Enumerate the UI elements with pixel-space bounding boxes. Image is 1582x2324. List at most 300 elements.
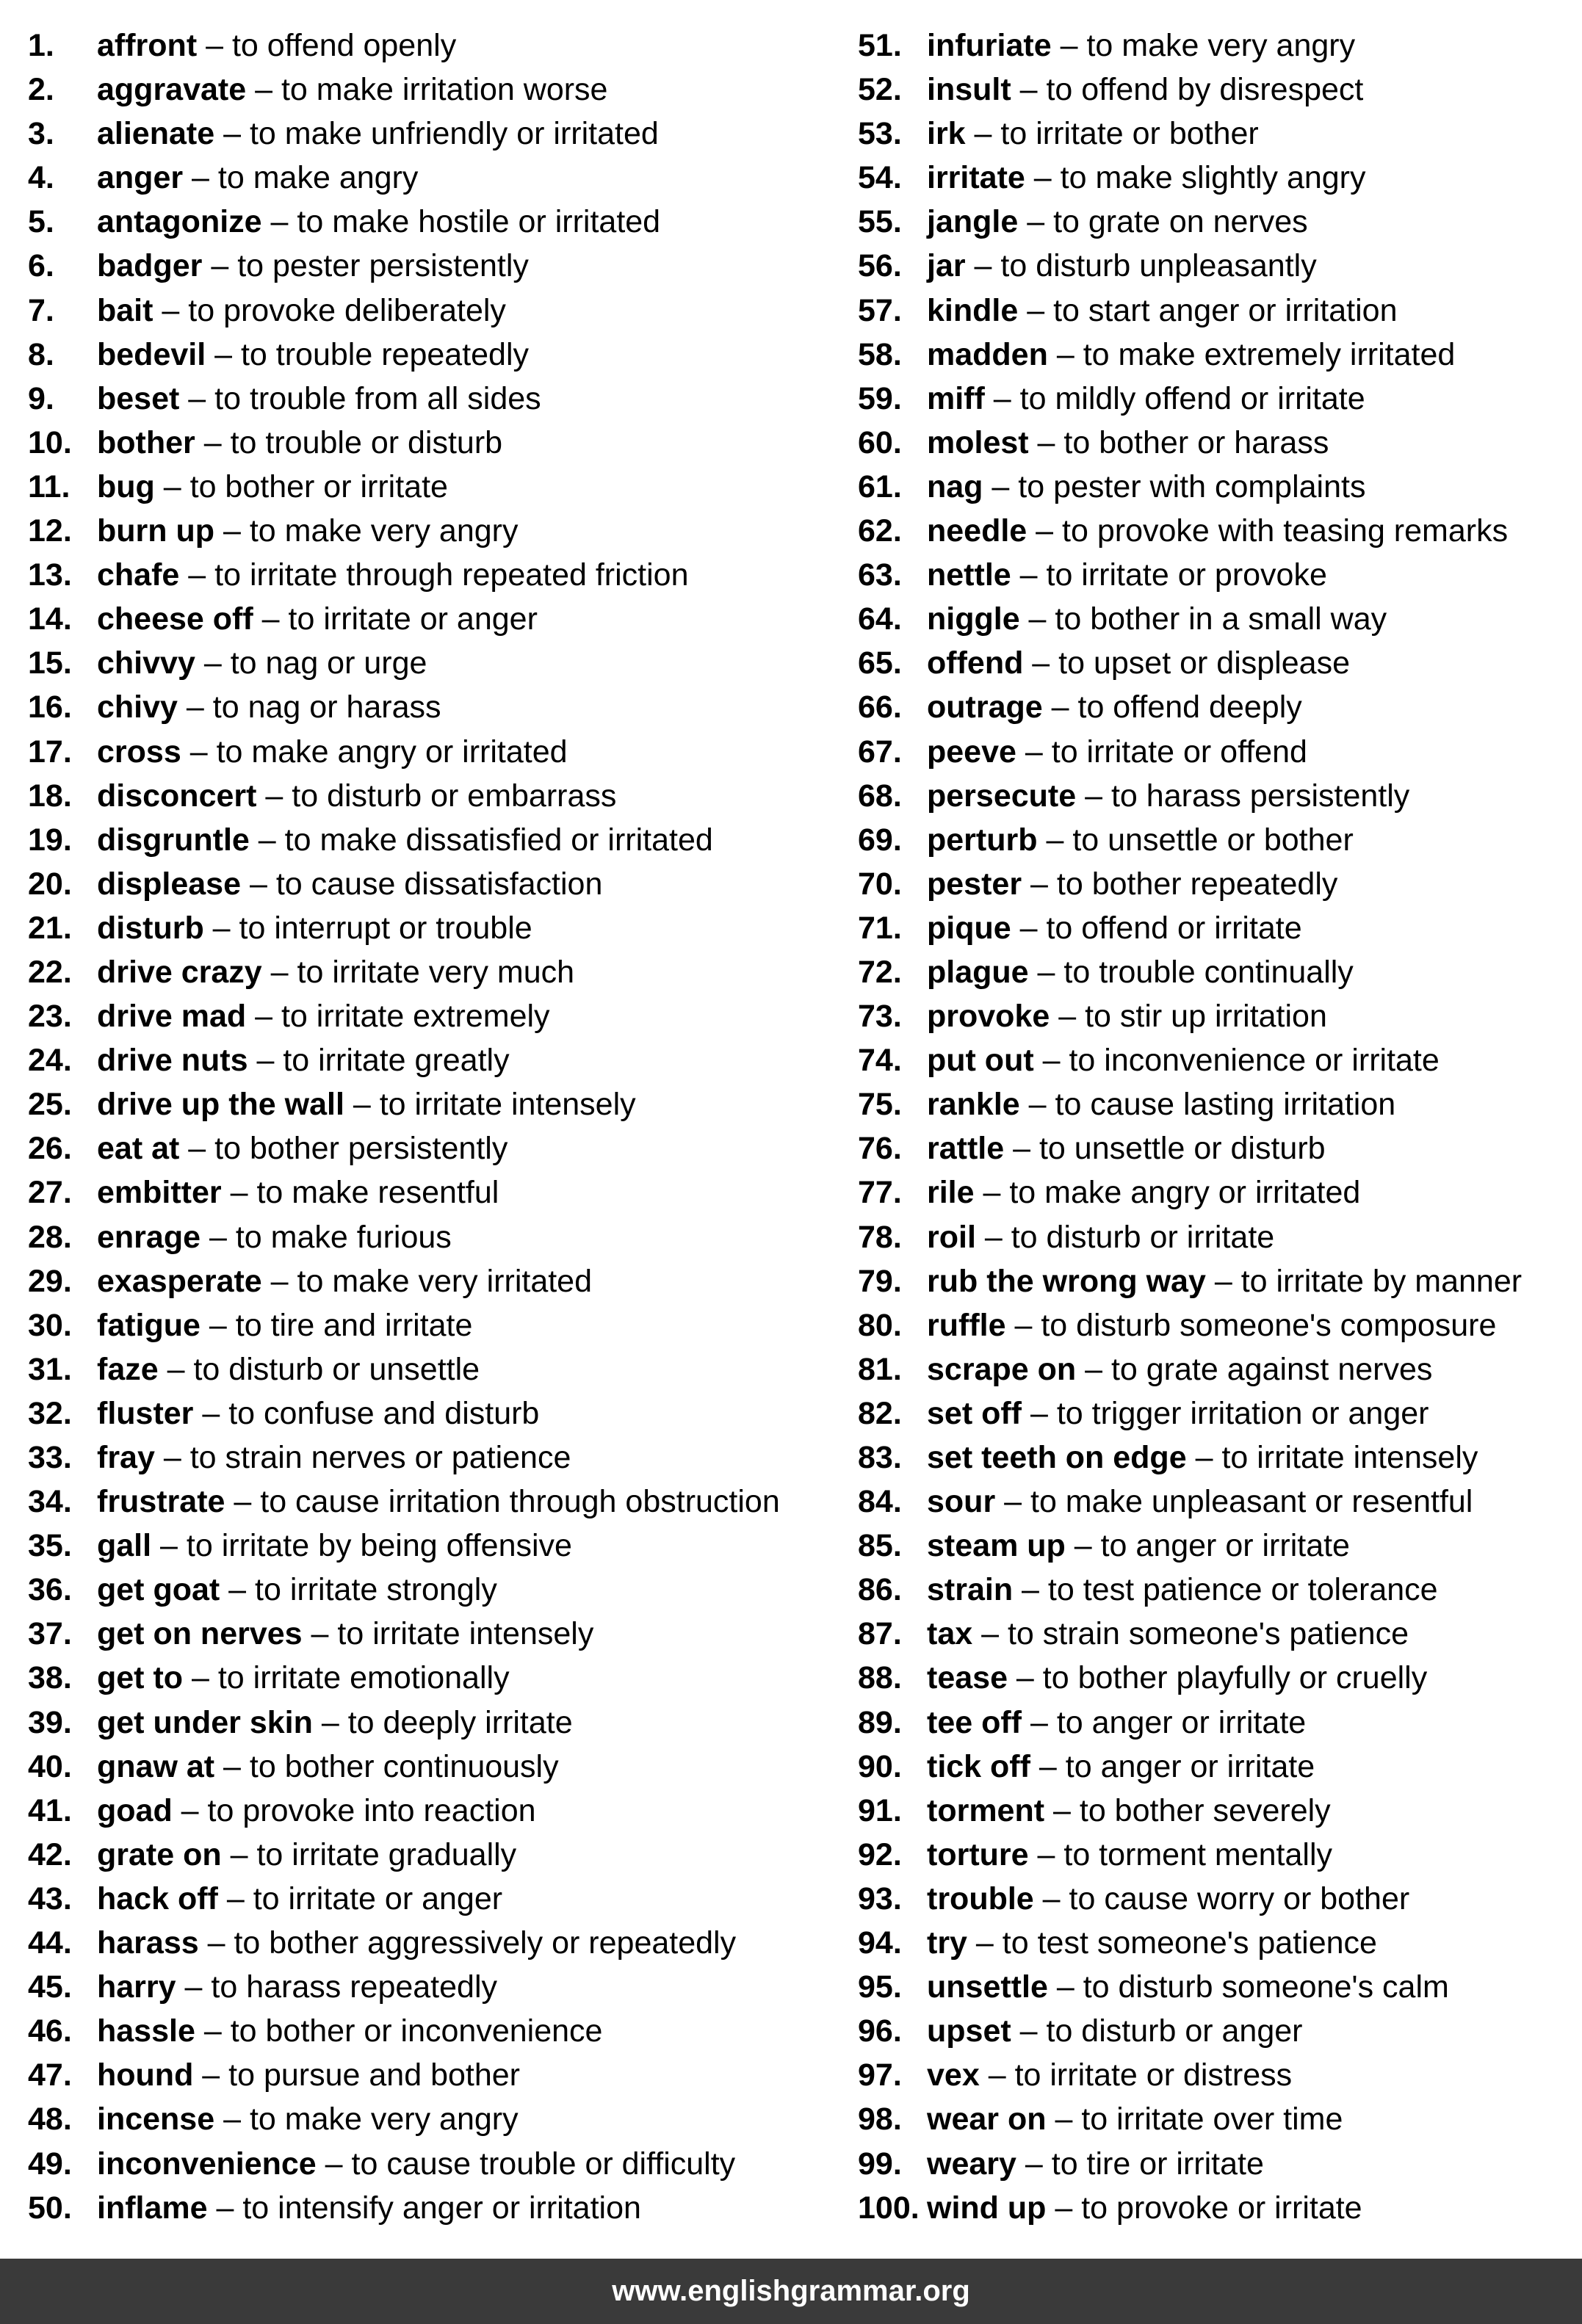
- item-word: miff: [927, 380, 985, 416]
- item-word: aggravate: [97, 72, 247, 108]
- item-number: 34.: [28, 1484, 72, 1520]
- item-separator: –: [1019, 1087, 1055, 1123]
- item-definition: to anger or irritate: [1065, 1748, 1315, 1784]
- item-number: 91.: [858, 1792, 902, 1828]
- item-separator: –: [1065, 1528, 1101, 1564]
- item-number: 20.: [28, 866, 72, 902]
- item-word: harass: [97, 1925, 199, 1961]
- list-item: [858, 333, 1563, 377]
- item-definition: to provoke deliberately: [188, 292, 506, 328]
- list-item: [858, 1745, 1563, 1789]
- list-item: [858, 994, 1563, 1038]
- item-word: unsettle: [927, 1969, 1048, 2005]
- item-word: wind up: [927, 2190, 1047, 2226]
- list-item: [858, 289, 1563, 333]
- item-definition: to bother or irritate: [189, 468, 448, 504]
- item-word: set teeth on edge: [927, 1440, 1187, 1475]
- list-item: [858, 2009, 1563, 2053]
- item-word: drive up the wall: [97, 1087, 344, 1123]
- right-column: [858, 23, 1563, 2230]
- item-number: 41.: [28, 1792, 72, 1828]
- list-item: [28, 68, 828, 112]
- item-number: 27.: [28, 1175, 72, 1211]
- item-separator: –: [1022, 1704, 1057, 1740]
- item-separator: –: [195, 424, 231, 460]
- item-word: chivvy: [97, 645, 195, 681]
- item-separator: –: [1023, 645, 1059, 681]
- item-definition: to offend by disrespect: [1046, 72, 1364, 108]
- item-number: 45.: [28, 1969, 72, 2005]
- item-definition: to disturb unpleasantly: [1000, 248, 1317, 284]
- item-number: 70.: [858, 866, 902, 902]
- item-number: 25.: [28, 1087, 72, 1123]
- item-separator: –: [261, 954, 297, 990]
- item-number: 54.: [858, 160, 902, 196]
- item-word: vex: [927, 2057, 980, 2093]
- list-item: [28, 1436, 828, 1480]
- item-word: get to: [97, 1660, 184, 1696]
- item-number: 6.: [28, 248, 54, 284]
- item-definition: to test someone's patience: [1002, 1925, 1377, 1961]
- item-number: 81.: [858, 1351, 902, 1387]
- item-separator: –: [1051, 28, 1087, 63]
- item-word: infuriate: [927, 28, 1052, 63]
- item-number: 3.: [28, 116, 54, 152]
- list-item: [858, 685, 1563, 729]
- item-definition: to offend openly: [231, 28, 457, 63]
- item-separator: –: [1028, 1836, 1064, 1872]
- item-number: 60.: [858, 424, 902, 460]
- list-item: [858, 1303, 1563, 1347]
- item-number: 72.: [858, 954, 902, 990]
- list-item: [28, 2097, 828, 2141]
- item-number: 79.: [858, 1263, 902, 1299]
- item-separator: –: [1018, 204, 1054, 240]
- item-separator: –: [1022, 1395, 1057, 1431]
- list-item: [858, 597, 1563, 641]
- item-number: 49.: [28, 2146, 72, 2182]
- item-separator: –: [220, 1572, 256, 1608]
- item-number: 74.: [858, 1043, 902, 1079]
- item-number: 39.: [28, 1704, 72, 1740]
- item-definition: to bother persistently: [214, 1131, 508, 1167]
- list-item: [28, 200, 828, 244]
- list-item: [28, 1347, 828, 1391]
- item-number: 14.: [28, 601, 72, 637]
- item-word: insult: [927, 72, 1011, 108]
- item-word: put out: [927, 1043, 1034, 1079]
- list-item: [28, 1038, 828, 1082]
- item-number: 16.: [28, 689, 72, 725]
- item-definition: to make unfriendly or irritated: [249, 116, 659, 152]
- list-item: [28, 774, 828, 818]
- item-number: 1.: [28, 28, 54, 63]
- item-definition: to nag or urge: [230, 645, 427, 681]
- item-word: drive crazy: [97, 954, 262, 990]
- item-word: plague: [927, 954, 1029, 990]
- item-definition: to anger or irritate: [1056, 1704, 1307, 1740]
- item-number: 94.: [858, 1925, 902, 1961]
- list-item: [28, 1215, 828, 1259]
- list-item: [858, 1965, 1563, 2009]
- item-separator: –: [972, 1616, 1008, 1652]
- item-number: 5.: [28, 204, 54, 240]
- item-separator: –: [203, 910, 239, 946]
- item-number: 46.: [28, 2013, 72, 2049]
- item-word: nettle: [927, 557, 1011, 593]
- list-item: [28, 1965, 828, 2009]
- item-number: 7.: [28, 292, 54, 328]
- item-word: steam up: [927, 1528, 1066, 1564]
- item-word: kindle: [927, 292, 1019, 328]
- list-item: [858, 1877, 1563, 1921]
- item-definition: to irritate or anger: [253, 1880, 503, 1916]
- item-definition: to trouble from all sides: [214, 380, 541, 416]
- item-separator: –: [979, 2057, 1015, 2093]
- item-separator: –: [217, 1880, 253, 1916]
- list-item: [28, 289, 828, 333]
- item-definition: to grate on nerves: [1053, 204, 1308, 240]
- item-separator: –: [1047, 1969, 1083, 2005]
- item-definition: to make slightly angry: [1060, 160, 1366, 196]
- item-word: gnaw at: [97, 1748, 215, 1784]
- item-word: enrage: [97, 1219, 201, 1255]
- list-item: [858, 2142, 1563, 2186]
- item-number: 77.: [858, 1175, 902, 1211]
- list-item: [28, 906, 828, 950]
- item-separator: –: [176, 1969, 212, 2005]
- item-word: fray: [97, 1440, 155, 1475]
- item-definition: to irritate over time: [1081, 2102, 1343, 2137]
- item-definition: to bother in a small way: [1055, 601, 1387, 637]
- item-word: peeve: [927, 734, 1016, 770]
- item-number: 85.: [858, 1528, 902, 1564]
- item-number: 82.: [858, 1395, 902, 1431]
- left-column: [28, 23, 828, 2230]
- list-item: [858, 641, 1563, 685]
- item-word: goad: [97, 1792, 173, 1828]
- item-word: hack off: [97, 1880, 218, 1916]
- item-number: 86.: [858, 1572, 902, 1608]
- item-definition: to irritate or distress: [1014, 2057, 1293, 2093]
- item-word: burn up: [97, 513, 215, 549]
- item-separator: –: [983, 468, 1019, 504]
- item-word: molest: [927, 424, 1029, 460]
- item-separator: –: [965, 248, 1001, 284]
- list-item: [28, 1568, 828, 1612]
- item-number: 47.: [28, 2057, 72, 2093]
- item-definition: to cause trouble or difficulty: [351, 2146, 736, 2182]
- item-number: 92.: [858, 1836, 902, 1872]
- list-item: [858, 950, 1563, 994]
- item-word: drive mad: [97, 999, 247, 1035]
- item-separator: –: [965, 116, 1001, 152]
- item-word: cheese off: [97, 601, 253, 637]
- item-number: 83.: [858, 1440, 902, 1475]
- list-item: [28, 1391, 828, 1436]
- item-number: 8.: [28, 336, 54, 372]
- item-number: 4.: [28, 160, 54, 196]
- item-number: 71.: [858, 910, 902, 946]
- list-item: [28, 1745, 828, 1789]
- item-word: grate on: [97, 1836, 222, 1872]
- item-separator: –: [975, 1219, 1011, 1255]
- item-word: rub the wrong way: [927, 1263, 1206, 1299]
- list-item: [858, 2186, 1563, 2230]
- list-item: [858, 200, 1563, 244]
- list-item: [28, 1789, 828, 1833]
- item-number: 43.: [28, 1880, 72, 1916]
- item-number: 21.: [28, 910, 72, 946]
- list-item: [858, 1126, 1563, 1170]
- item-word: scrape on: [927, 1351, 1077, 1387]
- item-definition: to irritate gradually: [256, 1836, 517, 1872]
- list-item: [28, 2009, 828, 2053]
- item-word: exasperate: [97, 1263, 262, 1299]
- item-number: 50.: [28, 2190, 72, 2226]
- item-number: 89.: [858, 1704, 902, 1740]
- item-word: wear on: [927, 2102, 1047, 2137]
- item-definition: to make very angry: [249, 2102, 519, 2137]
- item-definition: to bother repeatedly: [1056, 866, 1338, 902]
- list-item: [858, 1656, 1563, 1700]
- item-word: disgruntle: [97, 822, 250, 858]
- item-separator: –: [1018, 292, 1054, 328]
- item-separator: –: [1044, 1792, 1080, 1828]
- item-separator: –: [179, 1131, 215, 1167]
- item-definition: to intensify anger or irritation: [242, 2190, 641, 2226]
- item-separator: –: [225, 1484, 261, 1520]
- list-item: [28, 685, 828, 729]
- item-definition: to make unpleasant or resentful: [1030, 1484, 1473, 1520]
- item-separator: –: [154, 1440, 190, 1475]
- item-number: 57.: [858, 292, 902, 328]
- item-word: get goat: [97, 1572, 220, 1608]
- item-word: persecute: [927, 778, 1077, 814]
- item-definition: to irritate or offend: [1051, 734, 1307, 770]
- item-separator: –: [344, 1087, 380, 1123]
- item-number: 44.: [28, 1925, 72, 1961]
- item-word: pique: [927, 910, 1011, 946]
- item-separator: –: [249, 822, 285, 858]
- item-word: tick off: [927, 1748, 1030, 1784]
- item-definition: to irritate or provoke: [1046, 557, 1327, 593]
- item-separator: –: [1186, 1440, 1222, 1475]
- list-item: [858, 1701, 1563, 1745]
- item-word: bother: [97, 424, 195, 460]
- item-separator: –: [214, 1748, 250, 1784]
- item-definition: to trouble or disturb: [230, 424, 503, 460]
- item-word: upset: [927, 2013, 1011, 2049]
- item-definition: to make very irritated: [297, 1263, 593, 1299]
- item-number: 30.: [28, 1307, 72, 1343]
- list-item: [28, 377, 828, 421]
- list-item: [858, 1170, 1563, 1215]
- item-number: 53.: [858, 116, 902, 152]
- item-definition: to upset or displease: [1058, 645, 1350, 681]
- item-definition: to anger or irritate: [1100, 1528, 1350, 1564]
- item-definition: to strain someone's patience: [1007, 1616, 1409, 1652]
- item-number: 64.: [858, 601, 902, 637]
- item-definition: to disturb or anger: [1046, 2013, 1303, 2049]
- item-number: 58.: [858, 336, 902, 372]
- item-separator: –: [1076, 778, 1111, 814]
- item-number: 98.: [858, 2102, 902, 2137]
- item-definition: to offend deeply: [1077, 689, 1302, 725]
- item-word: offend: [927, 645, 1024, 681]
- item-number: 66.: [858, 689, 902, 725]
- item-word: irritate: [927, 160, 1025, 196]
- item-word: hound: [97, 2057, 194, 2093]
- item-word: chivy: [97, 689, 178, 725]
- item-separator: –: [246, 72, 281, 108]
- item-word: fluster: [97, 1395, 194, 1431]
- item-number: 61.: [858, 468, 902, 504]
- item-definition: to harass repeatedly: [211, 1969, 498, 2005]
- item-number: 99.: [858, 2146, 902, 2182]
- item-number: 90.: [858, 1748, 902, 1784]
- item-number: 18.: [28, 778, 72, 814]
- item-separator: –: [1011, 557, 1047, 593]
- item-word: inflame: [97, 2190, 208, 2226]
- list-item: [28, 244, 828, 288]
- list-item: [28, 1303, 828, 1347]
- list-item: [858, 1215, 1563, 1259]
- item-number: 36.: [28, 1572, 72, 1608]
- item-word: tease: [927, 1660, 1008, 1696]
- item-separator: –: [154, 468, 190, 504]
- item-definition: to make angry or irritated: [1009, 1175, 1361, 1211]
- item-definition: to trouble repeatedly: [240, 336, 530, 372]
- item-separator: –: [1076, 1351, 1111, 1387]
- item-word: roil: [927, 1219, 976, 1255]
- item-word: drive nuts: [97, 1043, 248, 1079]
- item-separator: –: [967, 1925, 1003, 1961]
- item-separator: –: [1046, 2102, 1082, 2137]
- list-item: [858, 112, 1563, 156]
- list-item: [28, 156, 828, 200]
- item-separator: –: [179, 380, 215, 416]
- item-word: weary: [927, 2146, 1016, 2182]
- item-word: outrage: [927, 689, 1043, 725]
- item-word: ruffle: [927, 1307, 1006, 1343]
- item-number: 48.: [28, 2102, 72, 2137]
- item-word: pester: [927, 866, 1022, 902]
- item-separator: –: [198, 1925, 234, 1961]
- item-definition: to harass persistently: [1110, 778, 1410, 814]
- item-number: 73.: [858, 999, 902, 1035]
- list-item: [858, 906, 1563, 950]
- list-item: [858, 244, 1563, 288]
- item-separator: –: [1030, 1748, 1066, 1784]
- item-number: 2.: [28, 72, 54, 108]
- item-separator: –: [158, 1351, 194, 1387]
- item-word: affront: [97, 28, 198, 63]
- item-number: 32.: [28, 1395, 72, 1431]
- item-definition: to pester with complaints: [1018, 468, 1366, 504]
- list-item: [858, 862, 1563, 906]
- item-number: 24.: [28, 1043, 72, 1079]
- list-item: [858, 421, 1563, 465]
- item-separator: –: [1028, 424, 1064, 460]
- item-separator: –: [214, 513, 250, 549]
- list-item: [28, 553, 828, 597]
- item-separator: –: [256, 778, 292, 814]
- item-definition: to bother aggressively or repeatedly: [234, 1925, 737, 1961]
- item-definition: to irritate intensely: [337, 1616, 594, 1652]
- item-number: 93.: [858, 1880, 902, 1916]
- item-separator: –: [1004, 1131, 1039, 1167]
- item-number: 100.: [858, 2190, 920, 2226]
- item-separator: –: [261, 204, 297, 240]
- item-word: disturb: [97, 910, 204, 946]
- item-separator: –: [206, 336, 241, 372]
- item-separator: –: [261, 1263, 297, 1299]
- item-word: jangle: [927, 204, 1019, 240]
- item-word: embitter: [97, 1175, 222, 1211]
- item-separator: –: [1028, 954, 1064, 990]
- item-definition: to disturb someone's composure: [1041, 1307, 1497, 1343]
- item-number: 95.: [858, 1969, 902, 2005]
- item-word: gall: [97, 1528, 152, 1564]
- item-number: 67.: [858, 734, 902, 770]
- item-number: 28.: [28, 1219, 72, 1255]
- list-item: [858, 156, 1563, 200]
- list-item: [28, 1656, 828, 1700]
- item-separator: –: [1016, 2146, 1052, 2182]
- item-definition: to irritate strongly: [255, 1572, 497, 1608]
- item-word: chafe: [97, 557, 180, 593]
- list-item: [858, 1480, 1563, 1524]
- item-definition: to inconvenience or irritate: [1069, 1043, 1440, 1079]
- footer-website: www.englishgrammar.org: [612, 2275, 970, 2307]
- item-definition: to make hostile or irritated: [297, 204, 661, 240]
- list-item: [28, 862, 828, 906]
- item-word: fatigue: [97, 1307, 201, 1343]
- list-item: [28, 112, 828, 156]
- item-separator: –: [183, 1660, 218, 1696]
- item-number: 87.: [858, 1616, 902, 1652]
- item-word: niggle: [927, 601, 1020, 637]
- item-word: eat at: [97, 1131, 180, 1167]
- item-word: strain: [927, 1572, 1014, 1608]
- item-word: sour: [927, 1484, 996, 1520]
- item-number: 96.: [858, 2013, 902, 2049]
- item-word: rattle: [927, 1131, 1005, 1167]
- item-separator: –: [214, 2102, 250, 2137]
- item-definition: to tire and irritate: [235, 1307, 473, 1343]
- item-number: 69.: [858, 822, 902, 858]
- list-item: [28, 1480, 828, 1524]
- item-definition: to irritate intensely: [1221, 1440, 1478, 1475]
- item-separator: –: [1027, 513, 1063, 549]
- item-word: faze: [97, 1351, 159, 1387]
- item-separator: –: [195, 645, 231, 681]
- item-definition: to irritate extremely: [281, 999, 550, 1035]
- item-number: 88.: [858, 1660, 902, 1696]
- item-definition: to make irritation worse: [281, 72, 608, 108]
- item-definition: to irritate very much: [297, 954, 575, 990]
- item-definition: to bother continuously: [249, 1748, 559, 1784]
- item-definition: to make angry or irritated: [216, 734, 568, 770]
- list-item: [858, 2097, 1563, 2141]
- item-separator: –: [201, 1219, 236, 1255]
- item-separator: –: [195, 2013, 231, 2049]
- item-word: madden: [927, 336, 1048, 372]
- item-definition: to grate against nerves: [1110, 1351, 1433, 1387]
- item-separator: –: [179, 557, 215, 593]
- item-definition: to disturb someone's calm: [1083, 1969, 1449, 2005]
